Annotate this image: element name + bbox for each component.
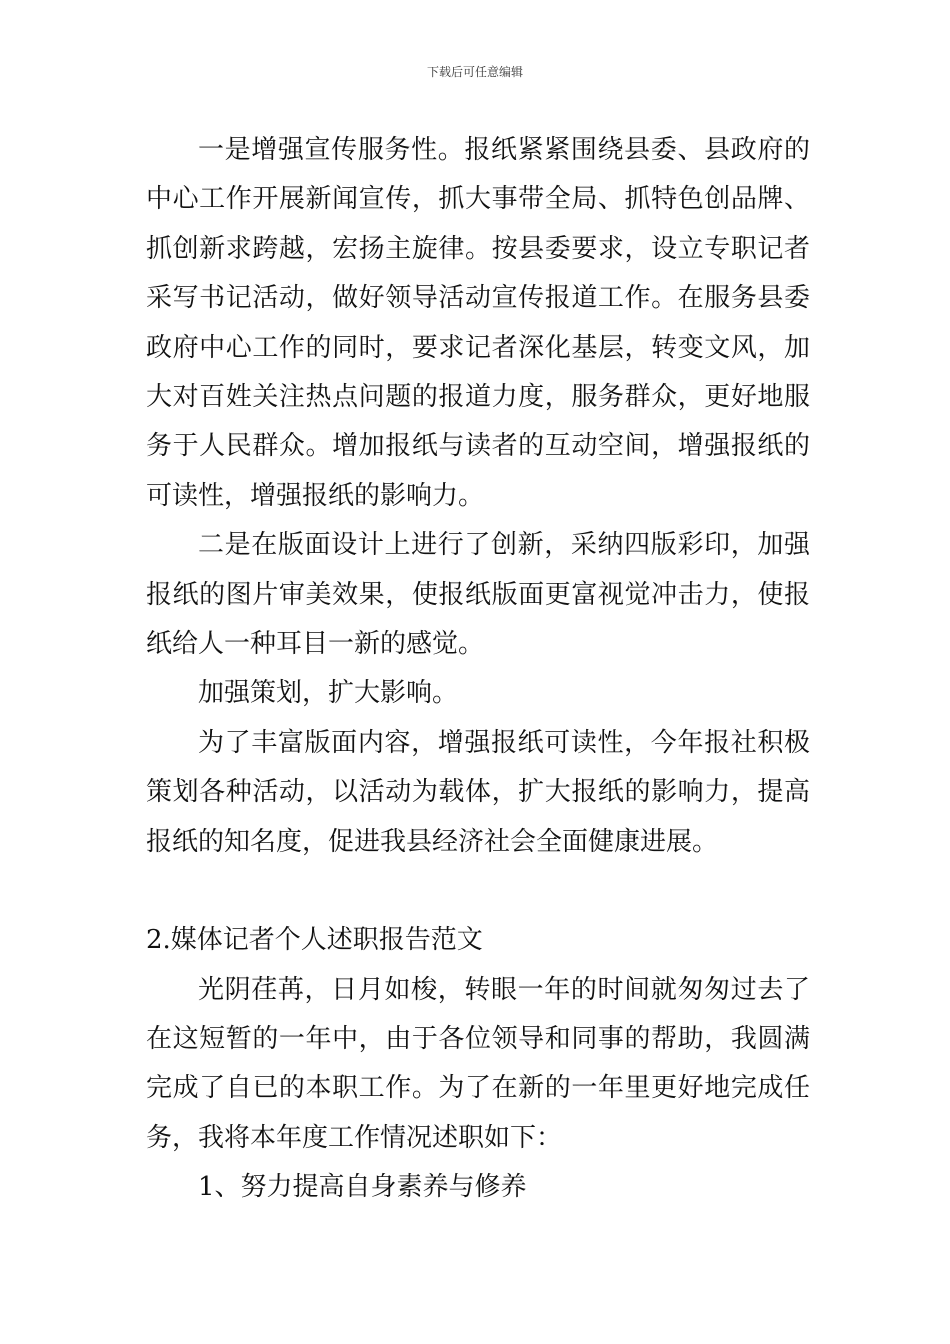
paragraph-service: 一是增强宣传服务性。报纸紧紧围绕县委、县政府的中心工作开展新闻宣传，抓大事带全局、抓特色创品牌、抓创新求跨越，宏扬主旋律。按县委要求，设立专职记者采写书记活动，做好领导活动宣传报道工作。在服务县委政府中心工作的同时，要求记者深化基层，转变文风，加大对百姓关注热点问题的报道力度，服务群众，更好地服务于人民群众。增加报纸与读者的互动空间，增强报纸的可读性，增强报纸的影响力。 <box>146 135 810 511</box>
paragraph-planning-title: 加强策划，扩大影响。 <box>198 678 459 709</box>
paragraph-item-1: 1、努力提高自身素养与修养 <box>198 1172 527 1203</box>
document-body <box>146 126 810 1213</box>
section-heading: 2.媒体记者个人述职报告范文 <box>146 925 483 956</box>
paragraph-layout-design: 二是在版面设计上进行了创新，采纳四版彩印，加强报纸的图片审美效果，使报纸版面更富视觉冲击力，使报纸给人一种耳目一新的感觉。 <box>146 530 810 660</box>
paragraph-planning: 为了丰富版面内容，增强报纸可读性，今年报社积极策划各种活动，以活动为载体，扩大报纸的影响力，提高报纸的知名度，促进我县经济社会全面健康进展。 <box>146 727 810 857</box>
page-header: 下载后可任意编辑 <box>426 65 523 79</box>
paragraph-intro: 光阴荏苒，日月如梭，转眼一年的时间就匆匆过去了在这短暂的一年中，由于各位领导和同事的帮助，我圆满完成了自已的本职工作。为了在新的一年里更好地完成任务，我将本年度工作情况述职如下： <box>146 974 810 1153</box>
